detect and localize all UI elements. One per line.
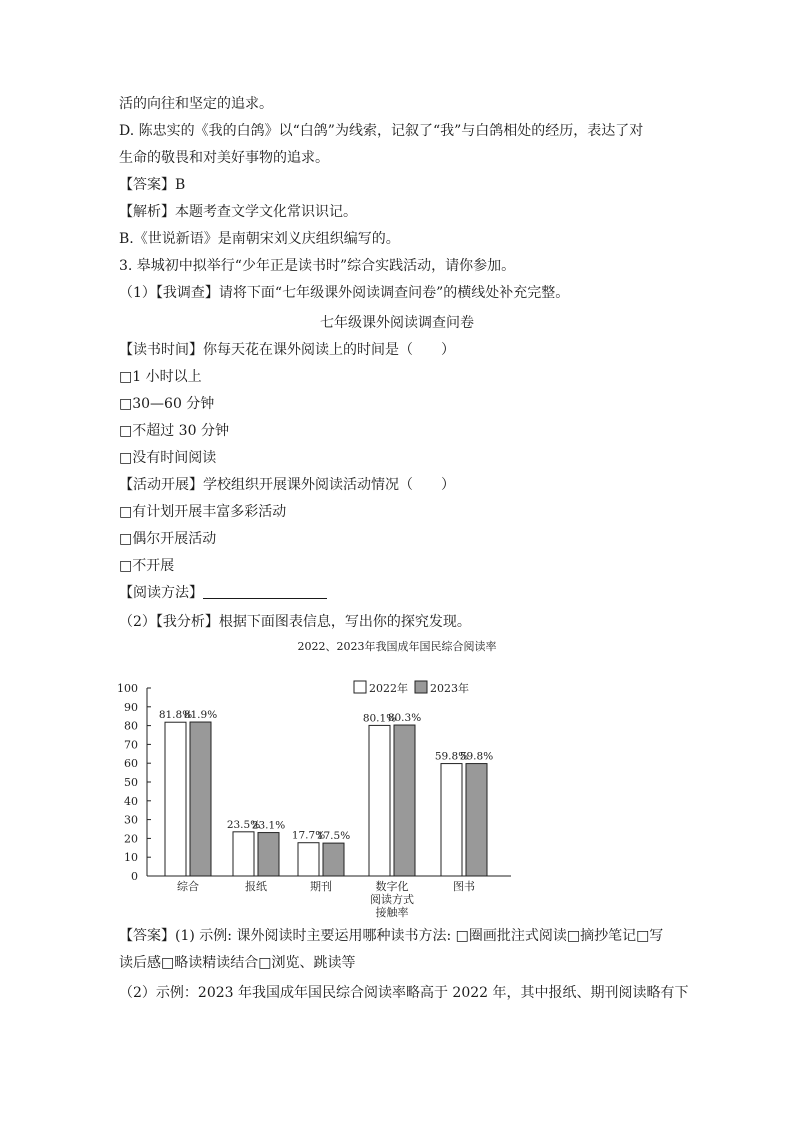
y-tick-label: 100 xyxy=(117,682,138,695)
category-label: 综合 xyxy=(177,880,199,893)
survey-title: 七年级课外阅读调查问卷 xyxy=(320,315,474,331)
y-tick-label: 90 xyxy=(124,700,138,714)
survey-q2-option: □偶尔开展活动 xyxy=(119,531,217,547)
y-tick-label: 30 xyxy=(124,813,138,827)
y-tick-label: 80 xyxy=(124,719,138,733)
y-tick-label: 20 xyxy=(124,832,138,846)
bar xyxy=(233,832,254,876)
data-label: 23.5% xyxy=(226,818,261,831)
survey-q1-option: □没有时间阅读 xyxy=(119,450,217,466)
bar xyxy=(466,764,487,876)
y-tick-label: 0 xyxy=(131,870,138,883)
category-label: 数字化 xyxy=(375,880,409,893)
category-label: 阅读方式 xyxy=(370,893,414,906)
survey-q2-option: □不开展 xyxy=(119,558,175,574)
answer-label: 【答案】B xyxy=(119,177,186,193)
question-3-part-2: （2）【我分析】根据下面图表信息，写出你的探究发现。 xyxy=(119,614,471,630)
y-tick-label: 70 xyxy=(124,738,138,752)
text-line-2: D. 陈忠实的《我的白鸽》以“白鸽”为线索，记叙了“我”与白鸽相处的经历，表达了对 xyxy=(119,123,644,139)
y-tick-label: 60 xyxy=(124,757,138,771)
survey-q1-option: □1 小时以上 xyxy=(119,369,202,385)
bar xyxy=(258,833,279,876)
data-label: 23.1% xyxy=(251,819,286,832)
legend-swatch xyxy=(415,681,427,693)
question-3: 3. 皋城初中拟举行“少年正是读书时”综合实践活动，请你参加。 xyxy=(119,258,516,274)
y-tick-label: 10 xyxy=(124,851,138,865)
category-label: 图书 xyxy=(453,880,475,893)
text-line-6: B.《世说新语》是南朝宋刘义庆组织编写的。 xyxy=(119,231,400,247)
question-3-part-1: （1）【我调查】请将下面“七年级课外阅读调查问卷”的横线处补充完整。 xyxy=(119,285,570,301)
survey-q2-option: □有计划开展丰富多彩活动 xyxy=(119,504,287,520)
text-line-3: 生命的敬畏和对美好事物的追求。 xyxy=(119,150,329,166)
survey-q1-option: □不超过 30 分钟 xyxy=(119,423,229,439)
legend-label: 2023年 xyxy=(430,682,469,695)
data-label: 81.8% xyxy=(158,709,193,722)
answer-line-1: 【答案】(1) 示例: 课外阅读时主要运用哪种读书方法: □圈画批注式阅读□摘抄笔记□写 xyxy=(119,928,664,944)
analysis-label: 【解析】本题考查文学文化常识识记。 xyxy=(119,204,357,220)
bar xyxy=(165,722,186,876)
y-tick-label: 50 xyxy=(124,776,138,789)
bar xyxy=(190,722,211,876)
category-label: 期刊 xyxy=(310,880,332,893)
legend-swatch xyxy=(354,681,366,693)
chart-title: 2022、2023年我国成年国民综合阅读率 xyxy=(297,640,497,653)
data-label: 59.8% xyxy=(434,750,469,763)
survey-q3-label: 【阅读方法】 xyxy=(119,585,203,601)
bar xyxy=(441,764,462,876)
bar xyxy=(369,725,390,876)
data-label: 81.9% xyxy=(183,709,218,722)
survey-q1-option: □30—60 分钟 xyxy=(119,396,215,412)
data-label: 80.1% xyxy=(362,712,397,725)
data-label: 17.7% xyxy=(291,829,326,842)
answer-line-2: 读后感□略读精读结合□浏览、跳读等 xyxy=(119,955,356,971)
survey-q1: 【读书时间】你每天花在课外阅读上的时间是（ ） xyxy=(119,342,455,358)
bar xyxy=(323,843,344,876)
bar xyxy=(298,843,319,876)
category-label: 报纸 xyxy=(245,880,267,893)
y-tick-label: 40 xyxy=(124,794,138,808)
legend-label: 2022年 xyxy=(369,682,408,695)
survey-q2: 【活动开展】学校组织开展课外阅读活动情况（ ） xyxy=(119,477,455,493)
data-label: 80.3% xyxy=(387,712,422,725)
bar xyxy=(394,725,415,876)
category-label: 接触率 xyxy=(375,906,409,919)
answer-line-3: （2）示例：2023 年我国成年国民综合阅读率略高于 2022 年，其中报纸、期刊阅读略有下 xyxy=(119,985,689,1001)
data-label: 17.5% xyxy=(316,830,351,843)
text-line-1: 活的向往和坚定的追求。 xyxy=(119,96,273,112)
data-label: 59.8% xyxy=(459,750,494,763)
